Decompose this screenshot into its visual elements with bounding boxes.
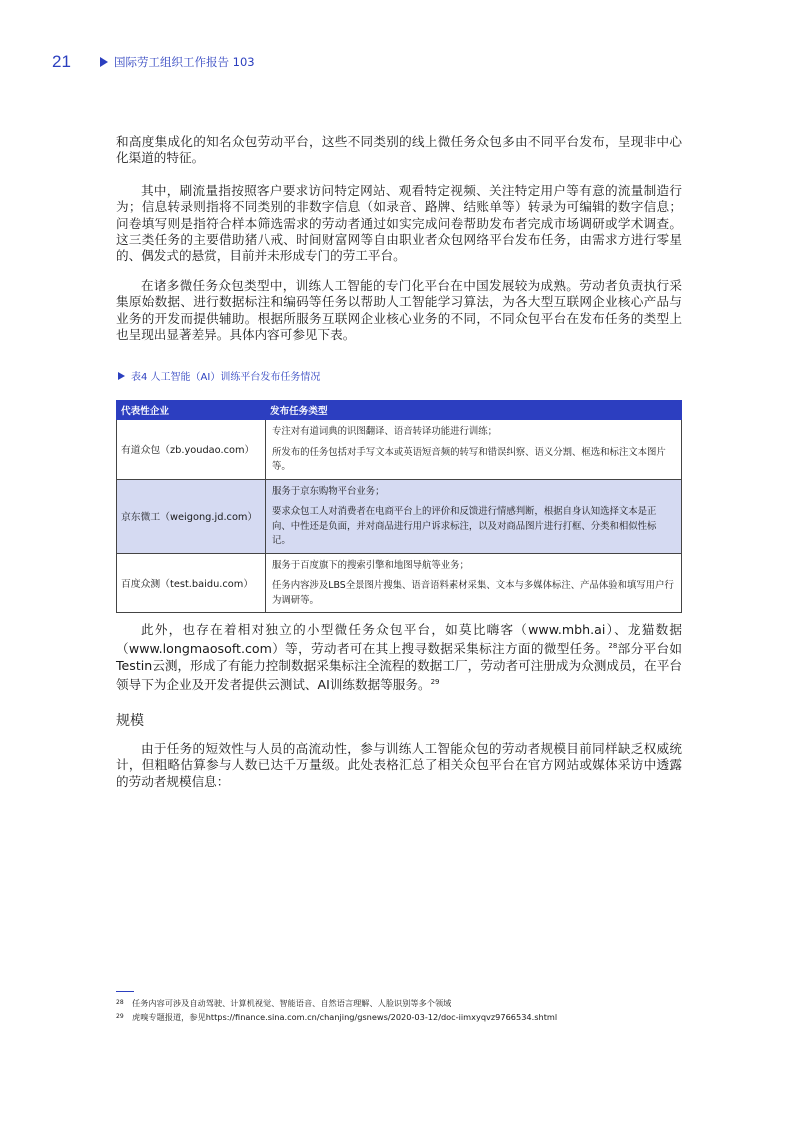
task-line: 要求众包工人对消费者在电商平台上的评价和反馈进行情感判断，根据自身认知选择文本是正向、中性还是负面，并对商品进行用户诉求标注，以及对商品图片进行打框、分类和相似性标记。 (272, 506, 657, 546)
footnote-text[interactable]: 虎嗅专题报道，参见https://finance.sina.com.cn/chanjing/gsnews/2020-03-12/doc-iimxyqvz9766534.shtml (132, 1012, 558, 1022)
header-task-type: 发布任务类型 (266, 401, 682, 420)
table-caption (118, 368, 320, 383)
paragraph-1: 和高度集成化的知名众包劳动平台，这些不同类别的线上微任务众包多由不同平台发布，呈现非中心化渠道的特征。 (116, 134, 682, 166)
footnote-28 (116, 998, 451, 1009)
footnote-divider (116, 991, 134, 992)
task-line: 服务于京东购物平台业务； (272, 485, 385, 497)
tasks-cell (266, 479, 682, 553)
tasks-cell (266, 553, 682, 613)
footnote-mark: 29 (116, 1013, 124, 1020)
header-company: 代表性企业 (117, 401, 266, 420)
table-row (117, 553, 682, 613)
report-title: 国际劳工组织工作报告 103 (114, 55, 255, 69)
table-row (117, 479, 682, 553)
paragraph-3: 在诸多微任务众包类型中，训练人工智能的专门化平台在中国发展较为成熟。劳动者负责执行采集原始数据、进行数据标注和编码等任务以帮助人工智能学习算法，为各大型互联网企业核心产品与业务的开发而提供辅助。根据所服务互联网企业核心业务的不同，不同众包平台在发布任务的类型上也呈现出显著差异。具体内容可参见下表。 (116, 278, 682, 342)
header-triangle-icon (100, 57, 108, 67)
footnote-ref-28[interactable]: 28 (608, 642, 618, 651)
running-header (52, 52, 255, 72)
tasks-cell (266, 420, 682, 480)
paragraph-4 (116, 622, 682, 694)
company-cell: 京东微工（weigong.jd.com） (117, 479, 266, 553)
table-header-row (117, 401, 682, 420)
table-caption-text: 表4 人工智能（AI）训练平台发布任务情况 (131, 372, 321, 383)
paragraph-2: 其中，刷流量指按照客户要求访问特定网站、观看特定视频、关注特定用户等有意的流量制造行为；信息转录则指将不同类别的非数字信息（如录音、路牌、结账单等）转录为可编辑的数字信息；问卷填写则是指符合样本筛选需求的劳动者通过如实完成问卷帮助发布者完成市场调研或学术调查。这三类任务的主要借助猪八戒、时间财富网等自由职业者众包网络平台发布任务，由需求方进行零星的、偶发式的悬赏，目前并未形成专门的劳工平台。 (116, 183, 682, 264)
table-row (117, 420, 682, 480)
section-heading-scale: 规模 (116, 713, 144, 729)
task-line: 所发布的任务包括对手写文本或英语短音频的转写和错误纠察、语义分割、框选和标注文本图片等。 (272, 446, 666, 472)
task-line: 服务于百度旗下的搜索引擎和地图导航等业务； (272, 559, 469, 571)
ai-training-platform-table (116, 400, 682, 613)
footnote-text: 任务内容可涉及自动驾驶、计算机视觉、智能语音、自然语言理解、人脸识别等多个领域 (132, 998, 452, 1008)
company-cell: 百度众测（test.baidu.com） (117, 553, 266, 613)
footnote-mark: 28 (116, 999, 124, 1006)
footnote-29 (116, 1012, 557, 1023)
paragraph-4-part-2: 部分平台如Testin云测，形成了有能力控制数据采集标注全流程的数据工厂，劳动者可注册成为众测成员，在平台领导下为企业及开发者提供云测试、AI训练数据等服务。 (116, 641, 683, 693)
task-line: 专注对有道词典的识图翻译、语音转译功能进行训练； (272, 426, 498, 437)
caption-triangle-icon (118, 372, 125, 380)
page-number: 21 (52, 52, 71, 71)
task-line: 任务内容涉及LBS全景图片搜集、语音语料素材采集、文本与多媒体标注、产品体验和填写用户行为调研等。 (272, 580, 674, 606)
footnote-ref-29[interactable]: 29 (430, 678, 440, 687)
paragraph-5: 由于任务的短效性与人员的高流动性，参与训练人工智能众包的劳动者规模目前同样缺乏权威统计，但粗略估算参与人数已达千万量级。此处表格汇总了相关众包平台在官方网站或媒体采访中透露的劳动者规模信息： (116, 741, 682, 789)
company-cell: 有道众包（zb.youdao.com） (117, 420, 266, 480)
paragraph-4-part-1: 此外，也存在着相对独立的小型微任务众包平台，如莫比嗨客（www.mbh.ai）、龙猫数据（www.longmaosoft.com）等，劳动者可在其上搜寻数据采集标注方面的微型任务。 (116, 622, 682, 657)
